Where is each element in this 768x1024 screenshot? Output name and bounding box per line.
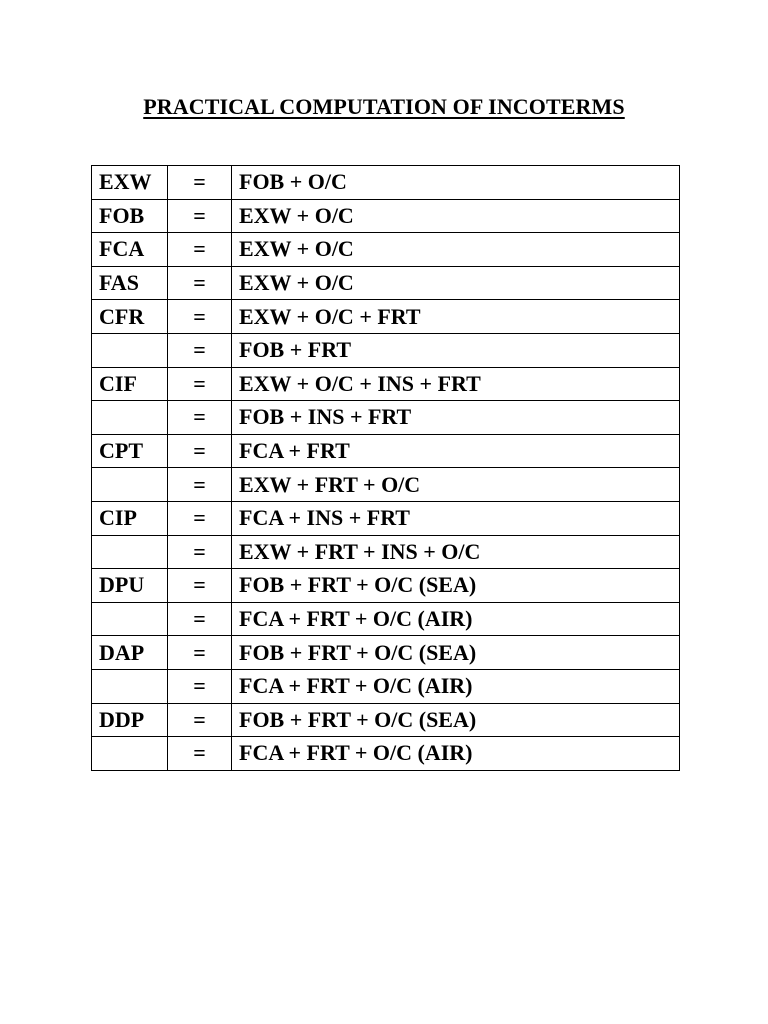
incoterm-code (92, 602, 168, 636)
incoterm-formula: FCA + FRT + O/C (AIR) (232, 737, 680, 771)
table-row (92, 737, 680, 771)
equals-sign: = (168, 300, 232, 334)
incoterm-code: EXW (92, 166, 168, 200)
equals-sign: = (168, 602, 232, 636)
table-row (92, 233, 680, 267)
incoterms-table-body (92, 166, 680, 771)
incoterm-formula: EXW + O/C + INS + FRT (232, 367, 680, 401)
table-row (92, 434, 680, 468)
incoterm-formula: EXW + FRT + O/C (232, 468, 680, 502)
incoterm-code: CPT (92, 434, 168, 468)
incoterm-formula: EXW + FRT + INS + O/C (232, 535, 680, 569)
table-row (92, 703, 680, 737)
incoterm-formula: FOB + FRT + O/C (SEA) (232, 703, 680, 737)
incoterm-code (92, 669, 168, 703)
table-row (92, 300, 680, 334)
table-row (92, 569, 680, 603)
incoterm-code (92, 535, 168, 569)
incoterm-formula: EXW + O/C + FRT (232, 300, 680, 334)
incoterm-formula: FCA + FRT + O/C (AIR) (232, 669, 680, 703)
table-row (92, 636, 680, 670)
incoterm-code: CIF (92, 367, 168, 401)
incoterm-code (92, 401, 168, 435)
equals-sign: = (168, 266, 232, 300)
incoterm-formula: EXW + O/C (232, 199, 680, 233)
table-row (92, 199, 680, 233)
incoterm-code: CFR (92, 300, 168, 334)
incoterm-formula: FCA + FRT + O/C (AIR) (232, 602, 680, 636)
equals-sign: = (168, 703, 232, 737)
incoterm-formula: FOB + INS + FRT (232, 401, 680, 435)
equals-sign: = (168, 199, 232, 233)
equals-sign: = (168, 569, 232, 603)
incoterm-code: FAS (92, 266, 168, 300)
incoterm-formula: FOB + FRT + O/C (SEA) (232, 569, 680, 603)
incoterm-code: DAP (92, 636, 168, 670)
equals-sign: = (168, 636, 232, 670)
incoterm-formula: FCA + INS + FRT (232, 501, 680, 535)
incoterm-code: CIP (92, 501, 168, 535)
table-row (92, 669, 680, 703)
table-row (92, 602, 680, 636)
incoterm-code (92, 468, 168, 502)
equals-sign: = (168, 333, 232, 367)
equals-sign: = (168, 669, 232, 703)
equals-sign: = (168, 535, 232, 569)
equals-sign: = (168, 166, 232, 200)
table-row (92, 367, 680, 401)
incoterm-code: DPU (92, 569, 168, 603)
page-title-text: PRACTICAL COMPUTATION OF INCOTERMS (143, 94, 625, 119)
equals-sign: = (168, 501, 232, 535)
table-row (92, 266, 680, 300)
equals-sign: = (168, 434, 232, 468)
incoterm-code (92, 333, 168, 367)
table-row (92, 535, 680, 569)
equals-sign: = (168, 468, 232, 502)
table-row (92, 401, 680, 435)
incoterm-code: FCA (92, 233, 168, 267)
incoterm-formula: EXW + O/C (232, 266, 680, 300)
equals-sign: = (168, 367, 232, 401)
incoterm-code: FOB (92, 199, 168, 233)
equals-sign: = (168, 233, 232, 267)
incoterm-code (92, 737, 168, 771)
equals-sign: = (168, 401, 232, 435)
equals-sign: = (168, 737, 232, 771)
page-title (0, 94, 768, 120)
incoterms-table (91, 165, 680, 771)
incoterm-formula: EXW + O/C (232, 233, 680, 267)
incoterm-code: DDP (92, 703, 168, 737)
incoterm-formula: FOB + FRT + O/C (SEA) (232, 636, 680, 670)
incoterm-formula: FOB + O/C (232, 166, 680, 200)
table-row (92, 166, 680, 200)
incoterm-formula: FCA + FRT (232, 434, 680, 468)
table-row (92, 333, 680, 367)
table-row (92, 468, 680, 502)
incoterm-formula: FOB + FRT (232, 333, 680, 367)
table-row (92, 501, 680, 535)
